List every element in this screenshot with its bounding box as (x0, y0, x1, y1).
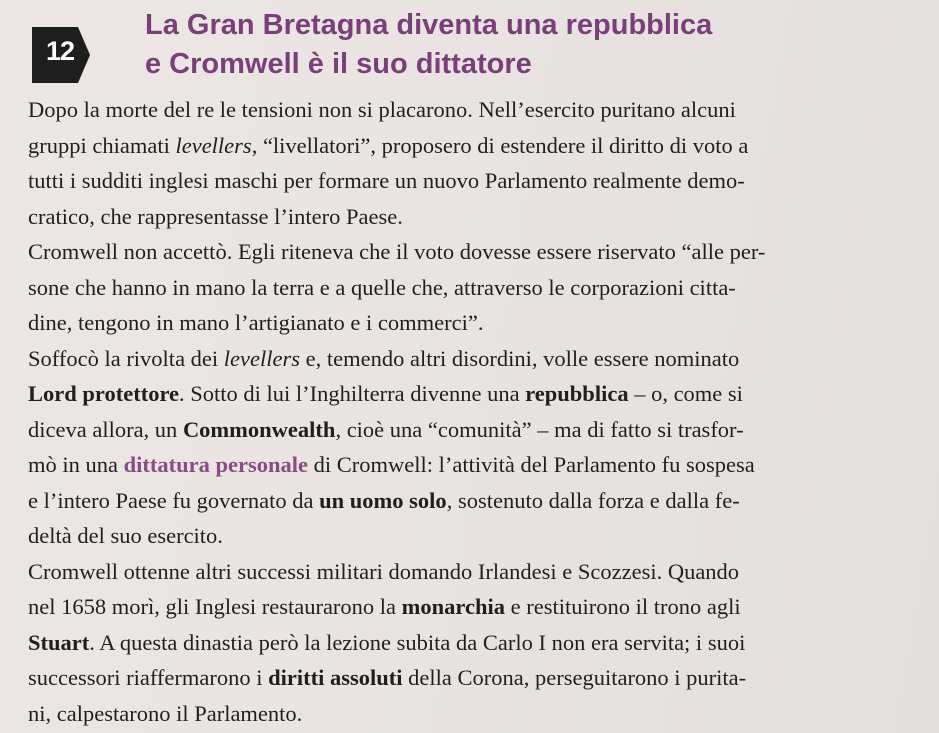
highlight-term-dittatura-personale: dittatura personale (123, 452, 308, 477)
text-line: ni, calpestarono il Parlamento. (28, 700, 303, 726)
text-line: Cromwell non accettò. Egli riteneva che il voto dovesse essere riservato “alle per- (28, 239, 766, 264)
text-line (28, 128, 918, 164)
text-line (28, 625, 918, 661)
text-line: tutti i sudditi inglesi maschi per formare un nuovo Parlamento realmente demo- (28, 168, 745, 193)
text-line (28, 341, 918, 377)
text-line: cratico, che rappresentasse l’intero Paese. (28, 203, 403, 229)
paragraph-3 (28, 341, 918, 554)
text-line (28, 660, 918, 696)
bold-term-lord-protettore: Lord protettore (28, 381, 180, 406)
text-run: e restituirono il trono agli (505, 594, 741, 619)
section-title-line-1: La Gran Bretagna diventa una repubblica (145, 9, 713, 41)
section-title-line-2: e Cromwell è il suo dittatore (145, 48, 532, 80)
paragraph-1 (28, 92, 918, 234)
text-line (28, 376, 918, 412)
text-run: – o, come si (628, 381, 743, 406)
text-line (28, 589, 918, 625)
bold-term-diritti-assoluti: diritti assoluti (268, 665, 403, 690)
text-line: dine, tengono in mano l’artigianato e i commerci”. (28, 310, 484, 335)
text-line: sone che hanno in mano la terra e a quelle che, attraverso le corporazioni citta- (28, 274, 736, 300)
text-run: , cioè una “comunità” – ma di fatto si trasfor- (335, 416, 744, 442)
text-run: della Corona, perseguitarono i purita- (402, 665, 747, 690)
text-line (28, 447, 918, 483)
paragraph-4 (28, 554, 918, 732)
text-run: di Cromwell: l’attività del Parlamento fu sospesa (308, 452, 755, 477)
body-text (28, 92, 918, 731)
section-number-badge (32, 27, 92, 83)
text-run: Soffocò la rivolta dei (28, 345, 224, 371)
text-line: Cromwell ottenne altri successi militari domando Irlandesi e Scozzesi. Quando (28, 558, 740, 584)
section-title (145, 6, 712, 84)
text-run: . A questa dinastia però la lezione subita da Carlo I non era servita; i suoi (89, 629, 746, 655)
text-run: successori riaffermarono i (28, 665, 269, 690)
text-run: gruppi chiamati (28, 132, 176, 158)
text-run: diceva allora, un (28, 416, 183, 442)
text-line (28, 483, 918, 519)
text-run: nel 1658 morì, gli Inglesi restaurarono la (28, 594, 402, 619)
italic-term-levellers: levellers (223, 345, 301, 371)
text-run: , sostenuto dalla forza e dalla fe- (446, 487, 740, 513)
text-run: , “livellatori”, proposero di estendere il diritto di voto a (251, 132, 749, 158)
text-run: . Sotto di lui l’Inghilterra divenne una (179, 381, 526, 406)
text-line: deltà del suo esercito. (28, 523, 223, 548)
bold-term-stuart: Stuart (28, 629, 90, 655)
bold-term-monarchia: monarchia (401, 594, 505, 619)
text-run: mò in una (28, 452, 124, 477)
bold-term-repubblica: repubblica (525, 381, 629, 406)
bold-term-un-uomo-solo: un uomo solo (319, 487, 447, 513)
text-run: e l’intero Paese fu governato da (28, 487, 320, 513)
text-run: e, temendo altri disordini, volle essere nominato (300, 345, 740, 371)
paragraph-2 (28, 234, 918, 341)
section-header (22, 4, 922, 94)
section-number: 12 (45, 36, 75, 66)
text-line: Dopo la morte del re le tensioni non si placarono. Nell’esercito puritano alcuni (28, 97, 736, 122)
bold-term-commonwealth: Commonwealth (182, 416, 336, 442)
italic-term-levellers: levellers (175, 132, 252, 158)
text-line (28, 412, 918, 448)
